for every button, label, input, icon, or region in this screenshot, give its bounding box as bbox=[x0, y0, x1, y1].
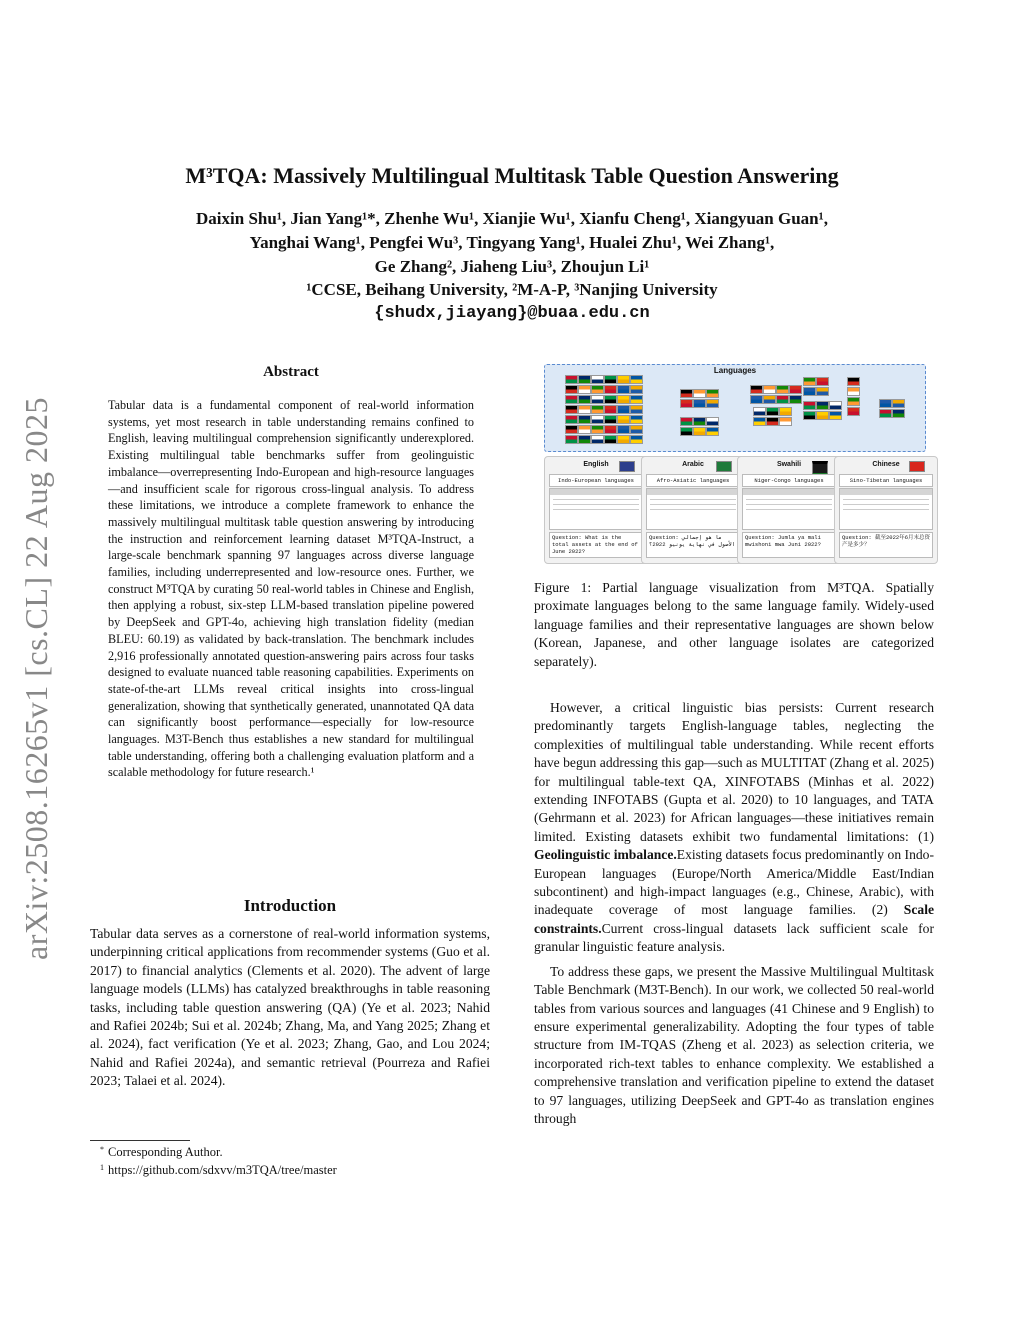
right-column-text bbox=[534, 699, 934, 1134]
flag-icon bbox=[779, 407, 792, 416]
flag-icon bbox=[591, 395, 604, 404]
flag-icon bbox=[604, 435, 617, 444]
card-language-name: Chinese bbox=[872, 461, 900, 468]
flag-icon bbox=[693, 417, 706, 426]
flag-icon bbox=[630, 405, 643, 414]
card-language-family: Sino-Tibetan languages bbox=[839, 474, 933, 487]
flag-icon bbox=[766, 407, 779, 416]
flag-icon bbox=[591, 415, 604, 424]
flag-icon bbox=[565, 375, 578, 384]
flag-icon bbox=[630, 425, 643, 434]
card-language-name: Swahili bbox=[776, 461, 802, 468]
flag-icon bbox=[565, 395, 578, 404]
flag-icon bbox=[776, 395, 789, 404]
flag-icon bbox=[693, 427, 706, 436]
card-question: Question: ما هو إجمالي الأصول في نهاية يونيو 2022؟ bbox=[646, 532, 740, 558]
flag-icon bbox=[693, 399, 706, 408]
flag-icon bbox=[617, 415, 630, 424]
flag-icon bbox=[604, 425, 617, 434]
flag-icon bbox=[803, 387, 816, 396]
author-line-2: Yanghai Wang¹, Pengfei Wu³, Tingyang Yang¹, Hualei Zhu¹, Wei Zhang¹, bbox=[249, 233, 775, 252]
flag-icon bbox=[591, 405, 604, 414]
flag-icon bbox=[617, 395, 630, 404]
arxiv-stamp: arXiv:2508.16265v1 [cs.CL] 22 Aug 2025 bbox=[18, 397, 54, 960]
flag-icon bbox=[816, 387, 829, 396]
flag-icon bbox=[766, 417, 779, 426]
language-card-arabic bbox=[641, 456, 745, 564]
language-card-english bbox=[544, 456, 648, 564]
footnote-mark: * bbox=[100, 1145, 104, 1154]
flag-icon bbox=[604, 415, 617, 424]
flag-icon bbox=[617, 375, 630, 384]
card-table-thumbnail bbox=[742, 488, 836, 530]
flag-icon bbox=[630, 375, 643, 384]
flag-icon bbox=[847, 377, 860, 386]
flag-icon bbox=[776, 385, 789, 394]
flag-icon bbox=[680, 427, 693, 436]
flag-icon bbox=[779, 417, 792, 426]
scale-constraints-term: Scale constraints. bbox=[534, 902, 934, 936]
card-language-family: Indo-European languages bbox=[549, 474, 643, 487]
flag-icon bbox=[706, 389, 719, 398]
flag-icon bbox=[892, 399, 905, 408]
flag-icon bbox=[753, 407, 766, 416]
flag-icon bbox=[617, 425, 630, 434]
flag-icon bbox=[604, 395, 617, 404]
flag-icon bbox=[879, 409, 892, 418]
flag-icon bbox=[816, 411, 829, 420]
flag-icon bbox=[803, 401, 816, 410]
flag-icon bbox=[591, 375, 604, 384]
flag-icon bbox=[803, 377, 816, 386]
footnote-url-text[interactable]: https://github.com/sdxvv/m3TQA/tree/master bbox=[108, 1163, 337, 1177]
footnote-url[interactable] bbox=[100, 1161, 337, 1179]
flag-icon bbox=[680, 399, 693, 408]
card-language-family: Niger-Congo languages bbox=[742, 474, 836, 487]
flag-icon bbox=[789, 385, 802, 394]
card-table-thumbnail bbox=[549, 488, 643, 530]
footnote-corresponding-text: Corresponding Author. bbox=[108, 1145, 223, 1159]
flag-icon bbox=[847, 397, 860, 406]
flag-icon bbox=[829, 411, 842, 420]
flag-icon bbox=[753, 417, 766, 426]
flag-icon bbox=[591, 385, 604, 394]
flag-icon bbox=[578, 415, 591, 424]
paragraph-bias bbox=[534, 699, 934, 957]
flag-icon bbox=[763, 395, 776, 404]
flag-icon bbox=[803, 411, 816, 420]
card-table-thumbnail bbox=[839, 488, 933, 530]
paragraph-gaps: To address these gaps, we present the Massive Multilingual Multitask Table Benchmark (M3T-Bench). In our work, we collected 50 real-world tables from various sources and languages (41 Chinese and 9 English) to ensure experimental generalizability. Adopting the four types of table structure from IM-TQAS (Zheng et al. 2023) as selection criteria, we incorporated rich-text tables to enhance complexity. We established a comprehensive translation and verification pipeline to extend the dataset to 97 languages, utilizing DeepSeek and GPT-4o as translation engines through bbox=[534, 963, 934, 1126]
paragraph-bias-part-c: Existing datasets focus predominantly on Indo-European languages (Europe/North America/Middle East/Indian subcontinent) and high-impact languages (e.g., Chinese, Arabic), with inadequate coverage of most language families. (2) bbox=[534, 847, 934, 918]
flag-icon bbox=[847, 407, 860, 416]
flag-icon bbox=[617, 405, 630, 414]
figure-caption: Figure 1: Partial language visualization from M³TQA. Spatially proximate languages belong to the same language family. Widely-used language families and their representative languages are shown below (Korean, Japanese, and other language isolates are categorized separately). bbox=[534, 580, 934, 669]
flag-icon bbox=[750, 395, 763, 404]
paragraph-bias-part-a: However, a critical linguistic bias persists: Current research predominantly targets English-language tables, neglecting the complexities of multilingual table understanding. While recent efforts have begun addressing this gap—such as MULTITAT (Zhang et al. 2025) for multilingual table-text QA, XINFOTABS (Minhas et al. 2022) extending INFOTABS (Gupta et al. 2020) to 10 languages, and TATA (Gehrmann et al. 2023) for African languages—these initiatives remain limited. Existing datasets exhibit two fundamental limitations: (1) bbox=[534, 700, 934, 844]
language-card-chinese bbox=[834, 456, 938, 564]
flag-icon bbox=[617, 435, 630, 444]
languages-flag-panel bbox=[544, 364, 926, 452]
flag-icon bbox=[604, 405, 617, 414]
author-line-1: Daixin Shu¹, Jian Yang¹*, Zhenhe Wu¹, Xianjie Wu¹, Xianfu Cheng¹, Xiangyuan Guan¹, bbox=[196, 209, 828, 228]
card-language-name: English bbox=[583, 461, 609, 468]
flag-icon bbox=[578, 385, 591, 394]
flag-icon bbox=[565, 435, 578, 444]
flag-icon bbox=[789, 395, 802, 404]
flag-icon bbox=[763, 385, 776, 394]
language-card-swahili bbox=[737, 456, 841, 564]
flag-icon bbox=[750, 385, 763, 394]
footnote-corresponding bbox=[100, 1143, 337, 1161]
flag-icon bbox=[578, 395, 591, 404]
paragraph-bias-part-d: Current cross-lingual datasets lack sufficient scale for granular linguistic feature analysis. bbox=[534, 920, 934, 955]
author-line-3: Ge Zhang², Jiaheng Liu³, Zhoujun Li¹ bbox=[374, 257, 650, 276]
card-question: Question: 截至2022年6月末总资产是多少？ bbox=[839, 532, 933, 558]
flag-icon bbox=[630, 395, 643, 404]
flag-icon bbox=[847, 387, 860, 396]
geolinguistic-imbalance-term: Geolinguistic imbalance. bbox=[534, 847, 677, 863]
paper-title: M³TQA: Massively Multilingual Multitask Table Question Answering bbox=[185, 163, 839, 188]
card-question: Question: Jumla ya mali mwishoni mwa Juni 2022? bbox=[742, 532, 836, 558]
china-flag-icon bbox=[909, 461, 925, 472]
affiliations: ¹CCSE, Beihang University, ²M-A-P, ³Nanjing University bbox=[306, 280, 718, 299]
introduction-text: Tabular data serves as a cornerstone of real-world information systems, underpinning critical applications from recommender systems (Guo et al. 2017) to financial analytics (Clements et al. 2020). The advent of large language models (LLMs) has catalyzed breakthroughs in table reasoning tasks, including table question answering (QA) (Ye et al. 2023; Nahid and Rafiei 2024b; Sui et al. 2024b; Zhang, Ma, and Yang 2025; Zhang et al. 2024), fact verification (Ye et al. 2023; Zhang, Gao, and Lou 2024; Nahid and Rafiei 2024a), and semantic retrieval (Pourreza and Rafiei 2023; Talaei et al. 2024). bbox=[90, 926, 490, 1089]
flag-icon bbox=[604, 385, 617, 394]
flag-icon bbox=[578, 425, 591, 434]
flag-icon bbox=[892, 409, 905, 418]
card-question: Question: What is the total assets at the end of June 2022? bbox=[549, 532, 643, 558]
flag-icon bbox=[578, 405, 591, 414]
flag-icon bbox=[565, 425, 578, 434]
flag-icon bbox=[680, 389, 693, 398]
flag-icon bbox=[565, 385, 578, 394]
flag-icon bbox=[565, 405, 578, 414]
footnote-rule bbox=[90, 1140, 190, 1141]
flag-icon bbox=[578, 435, 591, 444]
flag-icon bbox=[816, 377, 829, 386]
flag-icon bbox=[706, 427, 719, 436]
saudi-flag-icon bbox=[716, 461, 732, 472]
abstract-text: Tabular data is a fundamental component of real-world information systems, yet most research in table understanding remains confined to English, leaving multilingual comprehension significantly underexplored. Existing multilingual table benchmarks suffer from geolinguistic imbalance—overrepresenting Indo-European and high-resource languages—and insufficient scale for rigorous cross-lingual analysis. To address these limitations, we introduce a complete framework to enhance the massively multilingual multitask table question answering by introducing the instruction and reinforcement learning dataset M³TQA-Instruct, a large-scale benchmark spanning 97 languages across diverse language families, including underrepresented and low-resource ones. Further, we construct M³TQA by curating 50 real-world tables in Chinese and English, then applying a robust, six-step LLM-based translation pipeline powered by DeepSeek and GPT-4o, achieving high translation fidelity (median BLEU: 60.19) as validated by back-translation. The benchmark includes 2,916 professionally annotated question-answering pairs across four tasks designed to evaluate nuanced table reasoning capabilities. Experiments on state-of-the-art LLMs reveal critical insights into cross-lingual generalization, showing that synthetically generated, unannotated QA data can significantly boost performance—especially for low-resource languages. M3T-Bench thus establishes a new standard for multilingual table understanding, offering both a challenging evaluation platform and a scalable methodology for future research.¹ bbox=[108, 398, 474, 780]
flag-icon bbox=[591, 435, 604, 444]
card-language-name: Arabic bbox=[682, 461, 704, 468]
flag-icon bbox=[879, 399, 892, 408]
flag-icon bbox=[565, 415, 578, 424]
card-table-thumbnail bbox=[646, 488, 740, 530]
card-language-family: Afro-Asiatic languages bbox=[646, 474, 740, 487]
footnotes bbox=[100, 1143, 337, 1179]
abstract-heading: Abstract bbox=[263, 364, 319, 380]
flag-icon bbox=[630, 435, 643, 444]
flag-icon bbox=[617, 385, 630, 394]
author-email[interactable]: {shudx,jiayang}@buaa.edu.cn bbox=[374, 304, 650, 323]
flag-icon bbox=[578, 375, 591, 384]
footnote-mark: 1 bbox=[100, 1163, 104, 1172]
flag-icon bbox=[604, 375, 617, 384]
introduction-heading: Introduction bbox=[243, 896, 337, 915]
flag-icon bbox=[591, 425, 604, 434]
flag-icon bbox=[816, 401, 829, 410]
uk-flag-icon bbox=[619, 461, 635, 472]
flag-icon bbox=[630, 415, 643, 424]
flag-icon bbox=[706, 399, 719, 408]
flag-icon bbox=[680, 417, 693, 426]
flag-icon bbox=[630, 385, 643, 394]
flag-icon bbox=[706, 417, 719, 426]
flag-icon bbox=[693, 389, 706, 398]
flag-icon bbox=[829, 401, 842, 410]
languages-panel-title: Languages bbox=[713, 366, 757, 375]
